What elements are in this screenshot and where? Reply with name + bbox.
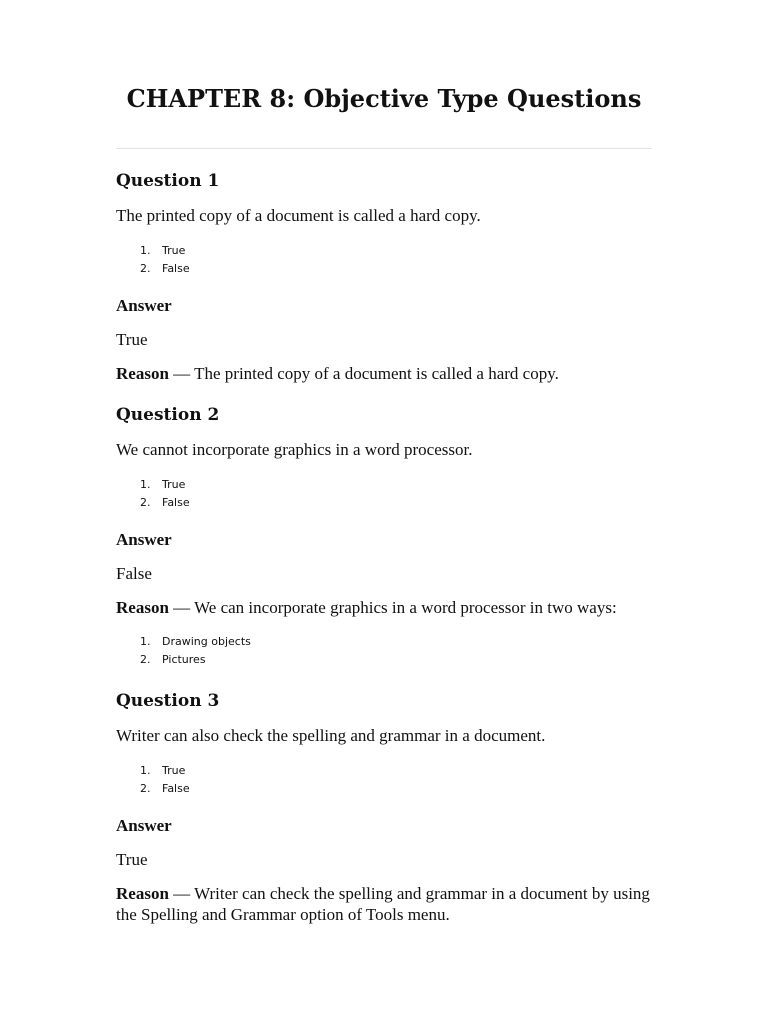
reason-2-list — [116, 633, 251, 669]
answer-3-value: True — [116, 850, 148, 869]
option-item: 2. False — [140, 262, 190, 275]
reason-label: Reason — [116, 884, 169, 903]
option-item: 1. True — [140, 244, 186, 257]
option-item: 1. True — [140, 764, 186, 777]
option-item: 2. False — [140, 496, 190, 509]
option-item: 1. True — [140, 478, 186, 491]
reason-label: Reason — [116, 598, 169, 617]
reason-3 — [116, 883, 656, 925]
question-1-heading: Question 1 — [116, 171, 220, 191]
reason-dash: — — [168, 884, 195, 903]
question-2-text: We cannot incorporate graphics in a word processor. — [116, 440, 473, 459]
option-item: 2. False — [140, 782, 190, 795]
reason-dash: — — [168, 364, 195, 383]
question-3-options — [116, 762, 190, 798]
reason-3-text: Writer can check the spelling and grammar in a document by using the Spelling and Grammar option of Tools menu. — [116, 884, 650, 924]
answer-1-value: True — [116, 330, 148, 349]
reason-1-text: The printed copy of a document is called a hard copy. — [194, 364, 559, 383]
reason-1 — [116, 363, 656, 384]
reason-2-text: We can incorporate graphics in a word processor in two ways: — [194, 598, 617, 617]
reason-list-item: 1. Drawing objects — [140, 635, 251, 648]
question-1-options — [116, 242, 190, 278]
page-title: CHAPTER 8: Objective Type Questions — [126, 84, 642, 113]
reason-2 — [116, 597, 656, 618]
answer-1-label: Answer — [116, 296, 172, 315]
question-3-text: Writer can also check the spelling and grammar in a document. — [116, 726, 546, 745]
question-3-heading: Question 3 — [116, 691, 220, 711]
answer-2-value: False — [116, 564, 152, 583]
question-2-options — [116, 476, 190, 512]
reason-dash: — — [168, 598, 195, 617]
reason-list-item: 2. Pictures — [140, 653, 206, 666]
reason-label: Reason — [116, 364, 169, 383]
question-2-heading: Question 2 — [116, 405, 220, 425]
question-1-text: The printed copy of a document is called a hard copy. — [116, 206, 481, 225]
answer-3-label: Answer — [116, 816, 172, 835]
title-divider — [116, 148, 652, 149]
answer-2-label: Answer — [116, 530, 172, 549]
